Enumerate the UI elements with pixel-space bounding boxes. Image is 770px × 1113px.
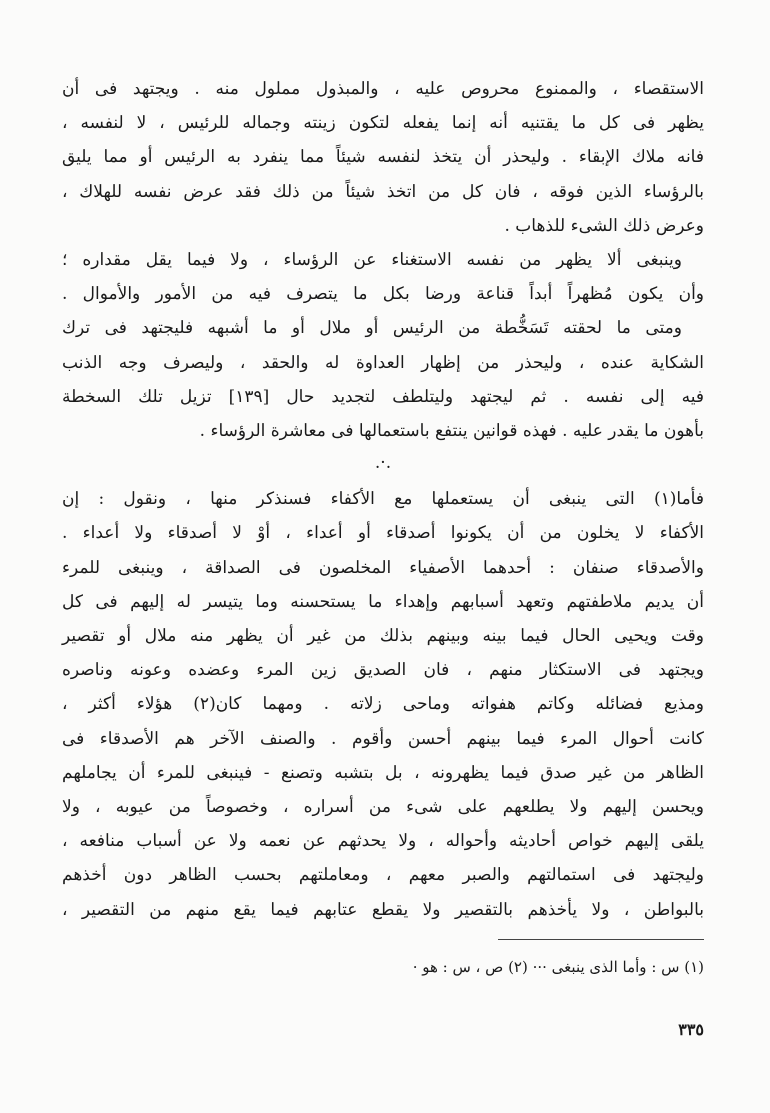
paragraph-start-line: وينبغى ألا يظهر من نفسه الاستغناء عن الرؤساء ، ولا فيما يقل مقداره ؛ bbox=[62, 249, 682, 270]
text-line: كانت أحوال المرء فيما بينهم أحسن وأقوم . والصنف الآخر هم الأصدقاء فى bbox=[62, 728, 704, 749]
section-separator: .·. bbox=[374, 453, 392, 474]
text-line: الأكفاء لا يخلون من أن يكونوا أصدقاء أو أعداء ، أوْ لا أصدقاء ولا أعداء . bbox=[62, 523, 704, 544]
text-line: يظهر فى كل ما يقتنيه أنه إنما يفعله لتكون زينته وجماله للرئيس ، لا لنفسه ، bbox=[62, 113, 704, 134]
footnote: (١) س : وأما الذى ينبغى ··· (٢) ص ، س : هو · bbox=[412, 958, 704, 976]
text-line: ويجتهد فى الاستكثار منهم ، فان الصديق زين المرء وعضده وعونه وناصره bbox=[62, 660, 704, 681]
text-line: وأن يكون مُظهراً أبداً قناعة ورضا بكل ما يتصرف فيه من الأمور والأموال . bbox=[62, 284, 704, 305]
paragraph-start-line: فأما(١) التى ينبغى أن يستعملها مع الأكفاء فسنذكر منها ، ونقول : إن bbox=[62, 489, 704, 510]
text-line: وقت ويحيى الحال فيما بينه وبينهم بذلك من غير أن يظهر منه ملال أو تقصير bbox=[62, 626, 704, 646]
text-line: الشكاية عنده ، وليحذر من إظهار العداوة له والحقد ، وليصرف وجه الذنب bbox=[62, 352, 704, 373]
footnote-divider bbox=[498, 939, 704, 940]
text-line: والأصدقاء صنفان : أحدهما الأصفياء المخلصون فى الصداقة ، وينبغى للمرء bbox=[62, 557, 704, 578]
text-line: فانه ملاك الإبقاء . وليحذر أن يتخذ لنفسه شيئاً مما ينفرد به الرئيس أو مما يليق bbox=[62, 147, 704, 168]
page-number: ٣٣٥ bbox=[678, 1020, 704, 1039]
text-line: بالرؤساء الذين فوقه ، فان كل من اتخذ شيئاً من ذلك فقد عرض نفسه للهلاك ، bbox=[62, 181, 704, 202]
text-line: أن يديم ملاطفتهم وتعهد أسبابهم وإهداء ما يستحسنه وما يتيسر له إليهم فى كل bbox=[62, 591, 704, 612]
text-line: وليجتهد فى استمالتهم والصبر معهم ، ومعاملتهم بحسب الظاهر دون أخذهم bbox=[62, 865, 704, 886]
text-line: بالبواطن ، ولا يأخذهم بالتقصير ولا يقطع عتابهم فيما يقع منهم من التقصير ، bbox=[62, 899, 704, 920]
text-line: الاستقصاء ، والممنوع محروص عليه ، والمبذول مملول منه . ويجتهد فى أن bbox=[62, 79, 704, 99]
text-line: الظاهر من غير صدق فيما يظهرونه ، بل بتشبه وتصنع - فينبغى للمرء أن يجاملهم bbox=[62, 762, 704, 783]
paragraph-start-line: ومتى ما لحقته تَسَخُّطة من الرئيس أو ملال أو ما أشبهه فليجتهد فى ترك bbox=[62, 318, 682, 339]
text-line: يلقى إليهم خواص أحاديثه وأحواله ، ولا يحدثهم عن نعمه ولا عن أسباب منافعه ، bbox=[62, 831, 704, 852]
text-line: وعرض ذلك الشىء للذهاب . bbox=[504, 215, 704, 236]
text-line: ومذيع فضائله وكاتم هفواته وماحى زلاته . ومهما كان(٢) هؤلاء أكثر ، bbox=[62, 694, 705, 715]
text-line: ويحسن إليهم ولا يطلعهم على شىء من أسراره ، وخصوصاً من عيوبه ، ولا bbox=[62, 796, 704, 817]
text-line: فيه إلى نفسه . ثم ليجتهد وليتلطف لتجديد حال [١٣٩] تزيل تلك السخطة bbox=[62, 386, 704, 407]
text-line: بأهون ما يقدر عليه . فهذه قوانين ينتفع باستعمالها فى معاشرة الرؤساء . bbox=[199, 420, 704, 441]
main-text bbox=[62, 72, 704, 927]
